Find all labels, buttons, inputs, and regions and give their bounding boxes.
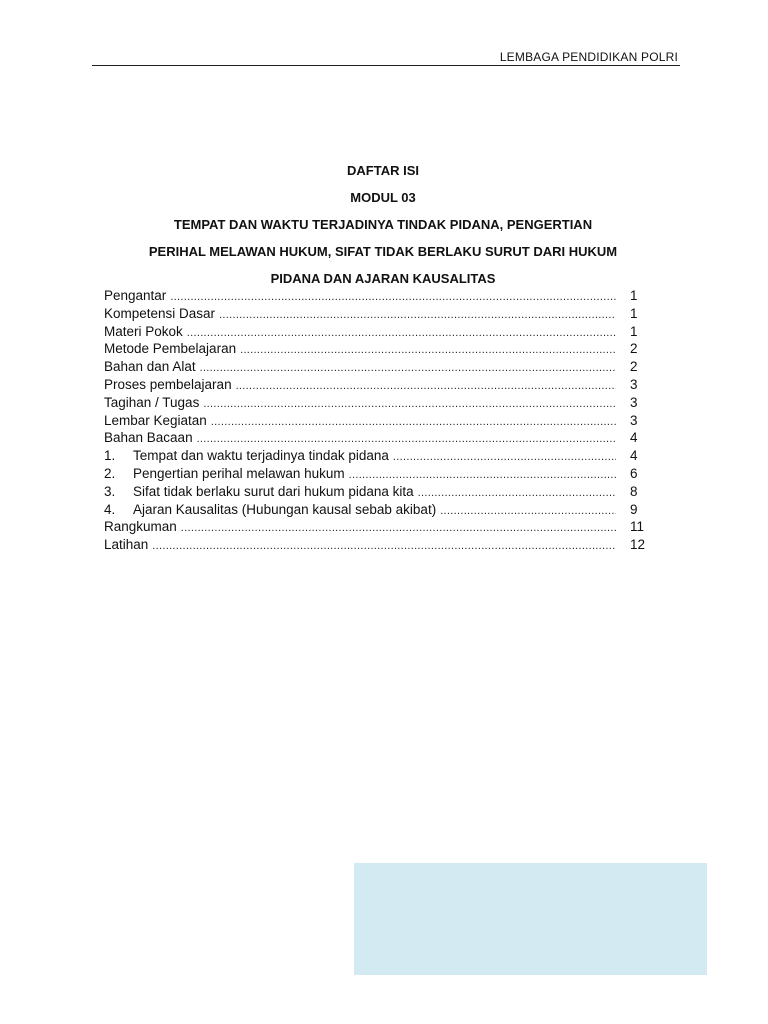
toc-entry-page: 8 xyxy=(630,483,638,499)
toc-entry-label: Metode Pembelajaran xyxy=(104,341,237,357)
toc-entry-label: Tagihan / Tugas xyxy=(104,394,200,410)
toc-dot-leader xyxy=(418,485,616,503)
toc-entry-page: 4 xyxy=(630,430,638,446)
toc-entry[interactable] xyxy=(104,412,650,430)
toc-entry-page: 6 xyxy=(630,465,638,481)
toc-entry-page: 9 xyxy=(630,501,638,517)
toc-entry[interactable] xyxy=(104,305,650,323)
toc-entry[interactable] xyxy=(104,518,650,536)
toc-entry-number: 1. xyxy=(104,448,116,464)
toc-entry[interactable] xyxy=(104,394,650,412)
toc-dot-leader xyxy=(203,396,616,414)
toc-entry[interactable] xyxy=(104,376,650,394)
toc-entry-page: 1 xyxy=(630,288,638,303)
toc-entry[interactable] xyxy=(104,287,650,305)
header-divider xyxy=(92,65,680,66)
toc-entry-label: Pengantar xyxy=(104,288,167,303)
toc-entry[interactable] xyxy=(104,447,650,465)
title-topic-line-1: TEMPAT DAN WAKTU TERJADINYA TINDAK PIDANA, PENGERTIAN xyxy=(173,217,593,232)
toc-dot-leader xyxy=(236,378,616,396)
title-block xyxy=(100,162,666,297)
toc-entry-page: 1 xyxy=(630,323,638,339)
title-module: MODUL 03 xyxy=(350,190,416,205)
toc-entry-page: 3 xyxy=(630,394,638,410)
toc-entry-label: Proses pembelajaran xyxy=(104,376,232,392)
toc-entry-page: 12 xyxy=(630,537,646,553)
toc-entry-label: Bahan dan Alat xyxy=(104,359,196,375)
toc-entry[interactable] xyxy=(104,536,650,554)
toc-entry-label: Rangkuman xyxy=(104,519,177,535)
toc-entry-label: Latihan xyxy=(104,537,149,553)
toc-entry-label: Pengertian perihal melawan hukum xyxy=(133,465,345,481)
toc-entry-label: Tempat dan waktu terjadinya tindak pidana xyxy=(133,448,389,464)
toc-dot-leader xyxy=(440,503,616,521)
toc-dot-leader xyxy=(200,360,616,378)
toc-entry-number: 3. xyxy=(104,483,116,499)
toc-entry[interactable] xyxy=(104,501,650,519)
toc-entry-label: Kompetensi Dasar xyxy=(104,305,216,321)
toc-entry-page: 3 xyxy=(630,412,638,428)
toc-entry[interactable] xyxy=(104,358,650,376)
toc-entry[interactable] xyxy=(104,483,650,501)
toc-dot-leader xyxy=(219,307,616,325)
header-institution: LEMBAGA PENDIDIKAN POLRI xyxy=(499,50,678,64)
toc-entry-page: 4 xyxy=(630,448,638,464)
decorative-blue-panel xyxy=(354,863,707,975)
toc-entry-label: Bahan Bacaan xyxy=(104,430,193,446)
toc-entry-label: Materi Pokok xyxy=(104,323,183,339)
toc-dot-leader xyxy=(187,325,616,343)
title-topic-line-2: PERIHAL MELAWAN HUKUM, SIFAT TIDAK BERLAKU SURUT DARI HUKUM xyxy=(148,244,618,259)
toc-dot-leader xyxy=(170,289,616,307)
toc-entry-label: Sifat tidak berlaku surut dari hukum pidana kita xyxy=(133,483,414,499)
toc-dot-leader xyxy=(152,538,616,556)
toc-entry[interactable] xyxy=(104,340,650,358)
toc-entry-label: Ajaran Kausalitas (Hubungan kausal sebab akibat) xyxy=(133,501,437,517)
toc-entry-page: 2 xyxy=(630,359,638,375)
toc-dot-leader xyxy=(211,414,616,432)
title-topic-line-3: PIDANA DAN AJARAN KAUSALITAS xyxy=(270,271,496,286)
toc-entry-page: 3 xyxy=(630,376,638,392)
toc-entry[interactable] xyxy=(104,429,650,447)
table-of-contents xyxy=(104,287,650,554)
toc-entry-page: 11 xyxy=(630,519,645,535)
toc-entry[interactable] xyxy=(104,323,650,341)
toc-entry-label: Lembar Kegiatan xyxy=(104,412,207,428)
toc-entry-page: 2 xyxy=(630,341,638,357)
toc-entry-number: 4. xyxy=(104,501,116,517)
toc-entry-number: 2. xyxy=(104,465,116,481)
toc-entry[interactable] xyxy=(104,465,650,483)
toc-dot-leader xyxy=(181,520,616,538)
toc-entry-page: 1 xyxy=(630,305,638,321)
toc-dot-leader xyxy=(240,342,616,360)
toc-dot-leader xyxy=(393,449,616,467)
title-daftar-isi: DAFTAR ISI xyxy=(347,163,419,178)
